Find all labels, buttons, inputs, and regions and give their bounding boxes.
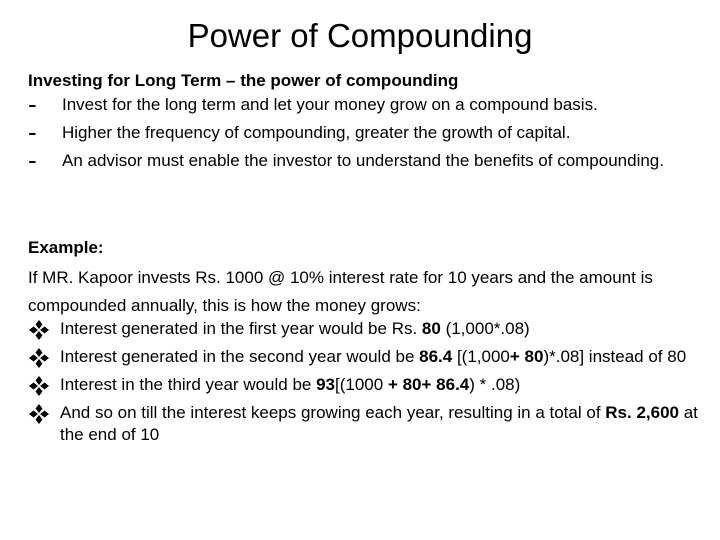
four-diamond-bullet-icon [28, 319, 50, 341]
example-bullet [28, 374, 700, 396]
bullet-text-pre: Interest generated in the first year would be Rs. [60, 319, 422, 338]
dash-bullet-marker: - [28, 145, 37, 175]
example-intro: If MR. Kapoor invests Rs. 1000 @ 10% interest rate for 10 years and the amount is compounded annually, this is how the money grows: [28, 268, 653, 315]
bullet-text-bold: 86.4 [419, 347, 453, 366]
dash-point-text: Higher the frequency of compounding, greater the growth of capital. [62, 123, 571, 142]
four-diamond-bullet-icon [28, 403, 50, 425]
bullet-text-bold-second: + 80+ 86.4 [387, 375, 470, 394]
bullet-text-bold: Rs. 2,600 [605, 403, 679, 422]
bullet-text-post: )*.08] instead of 80 [543, 347, 687, 366]
dash-point [28, 89, 708, 119]
bullet-text-bold: 80 [421, 319, 441, 338]
example-bullet [28, 402, 700, 446]
bullet-text-bold: 93 [316, 375, 336, 394]
dash-bullet-marker: - [28, 89, 37, 119]
bullet-text-mid: at the end of 10 [60, 403, 698, 444]
bullet-text-pre: Interest generated in the second year would be [60, 347, 420, 366]
dash-point-text: An advisor must enable the investor to understand the benefits of compounding. [62, 151, 664, 170]
example-bullet [28, 346, 700, 368]
bullet-text-mid: [(1,000 [452, 347, 510, 366]
bullet-text-mid: (1,000*.08) [440, 319, 530, 338]
dash-point [28, 117, 708, 147]
bullet-text-mid: [(1000 [335, 375, 388, 394]
bullet-text-bold-second: + 80 [509, 347, 544, 366]
dash-point [28, 145, 708, 175]
bullet-text-pre: Interest in the third year would be [60, 375, 317, 394]
dash-point-list [28, 89, 708, 177]
slide-title: Power of Compounding [187, 17, 533, 54]
example-label: Example: [28, 238, 104, 257]
dash-point-text: Invest for the long term and let your money grow on a compound basis. [62, 95, 598, 114]
four-diamond-bullet-icon [28, 347, 50, 369]
four-diamond-bullet-icon [28, 375, 50, 397]
section-heading: Investing for Long Term – the power of compounding [28, 71, 459, 90]
bullet-text-post: ) * .08) [469, 375, 521, 394]
example-bullet [28, 318, 700, 340]
example-bullet-list [28, 318, 700, 452]
bullet-text-pre: And so on till the interest keeps growing each year, resulting in a total of [60, 403, 606, 422]
dash-bullet-marker: - [28, 117, 37, 147]
